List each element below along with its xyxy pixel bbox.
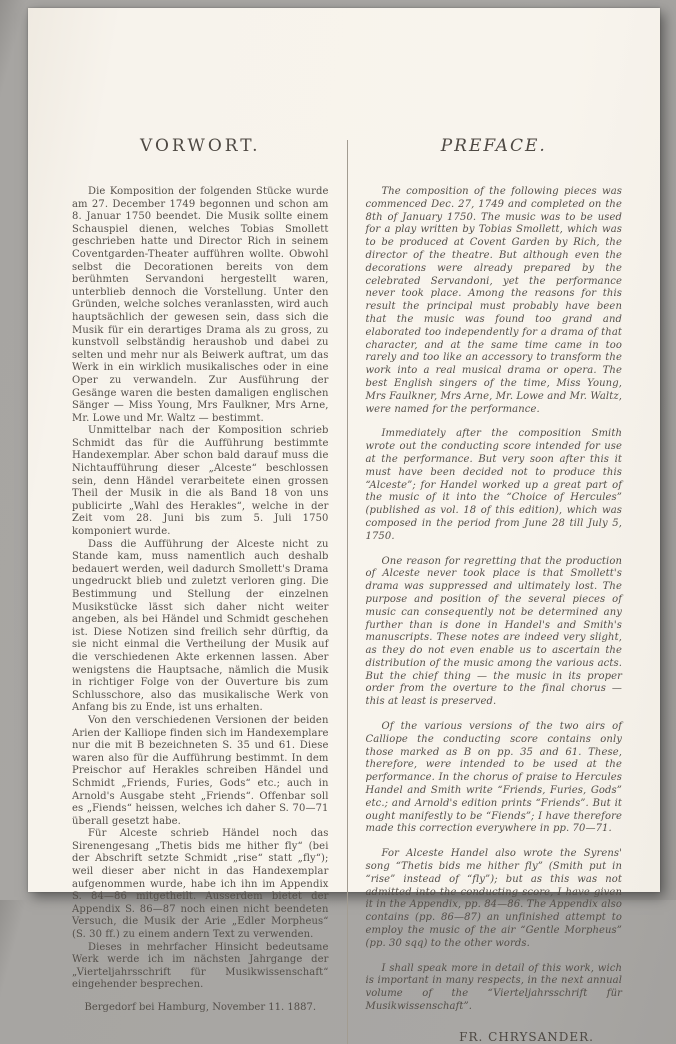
german-dateline: Bergedorf bei Hamburg, November 11. 1887. [84,1002,316,1013]
english-paragraph-4: Of the various versions of the two airs of Calliope the conducting score contains only those marked as B on pp. 35 and 61. These, therefore, were intended to be used at the performance. In the chorus of praise to Hercules Handel and Smith write “Friends, Furies, Gods” etc.; and Arnold's edition prints “Friends”. But it ought manifestly to be “Fiends”; I have therefore made this correction everywhere in pp. 70—71. [365,721,622,835]
book-page [28,8,660,1044]
german-column [72,136,347,1044]
english-paragraph-5: For Alceste Handel also wrote the Syrens' song “Thetis bids me hither fly” (Smith put in “rise” instead of “fly”); but as this was not admitted into the conducting score, I have given it in the Appendix, pp. 84—86. The Appendix also contains (pp. 86—87) an unfinished attempt to employ the music of the air “Gentle Morpheus” (pp. 30 sqq) to the other words. [365,848,622,949]
two-column-layout [72,136,622,1044]
english-column [348,136,623,1044]
vorwort-heading: VORWORT. [140,136,261,156]
preface-heading: PREFACE. [440,136,547,156]
german-paragraph-4: Von den verschiedenen Versionen der beiden Arien der Kalliope finden sich im Handexemplare nur die mit B bezeichneten S. 35 und 61. Diese waren also für die Aufführung bestimmt. In dem Preischor auf Herakles schreiben Händel und Schmidt „Friends, Furies, Gods“ etc.; auch in Arnold's Ausgabe steht „Friends“. Offenbar soll es „Fiends“ heissen, welches ich daher S. 70—71 überall gesetzt habe. [72,714,329,827]
german-paragraph-6: Dieses in mehrfacher Hinsicht bedeutsame Werk werde ich im nächsten Jahrgange der „Vierteljahrsschrift für Musikwissenschaft“ eingehender besprechen. [72,941,329,991]
english-paragraph-3: One reason for regretting that the production of Alceste never took place is that Smollett's drama was suppressed and ultimately lost. The purpose and position of the several pieces of music can consequently not be determined any further than is done in Handel's and Smith's manuscripts. These notes are indeed very slight, as they do not even enable us to ascertain the distribution of the music among the various acts. But the chief thing — the music in its proper order from the overture to the final chorus — this at least is preserved. [365,555,622,708]
english-paragraph-2: Immediately after the composition Smith wrote out the conducting score intended for use at the performance. But very soon after this it must have been decided not to produce this “Alceste”; for Handel worked up a great part of the music of it into the “Choice of Hercules” (published as vol. 18 of this edition), which was composed in the period from June 28 till July 5, 1750. [365,428,622,542]
german-paragraph-1: Die Komposition der folgenden Stücke wurde am 27. December 1749 begonnen und schon am 8. Januar 1750 beendet. Die Musik sollte einem Schauspiel dienen, welches Tobias Smollett geschrieben hatte und Director Rich in seinem Coventgarden-Theater aufführen wollte. Obwohl selbst die Decorationen bereits von dem berühmten Servandoni hergestellt waren, unterblieb dennoch die Vorstellung. Unter den Gründen, welche solches veranlassten, wird auch hauptsächlich der gewesen sein, dass sich die Musik für ein derartiges Drama als zu gross, zu kunstvoll selbständig heraushob und dabei zu selten und mehr nur als Beiwerk auftrat, um das Werk in ein wirklich musikalisches oder in eine Oper zu verwandeln. Zur Ausführung der Gesänge waren die besten damaligen englischen Sänger — Miss Young, Mrs Faulkner, Mrs Arne, Mr. Lowe und Mr. Waltz — bestimmt. [72,186,329,424]
english-paragraph-1: The composition of the following pieces was commenced Dec. 27, 1749 and completed on the 8th of January 1750. The music was to be used for a play written by Tobias Smollett, which was to be produced at Covent Garden by Rich, the director of the theatre. But although even the decorations were already prepared by the celebrated Servandoni, yet the performance never took place. Among the reasons for this result the principal must probably have been that the music was found too grand and elaborated too independently for a drama of that character, and at the same time came in too rarely and too like an accessory to transform the work into a real musical drama or opera. The best English singers of the time, Miss Young, Mrs Faulkner, Mrs Arne, Mr. Lowe and Mr. Waltz, were named for the performance. [365,186,622,415]
author-signature: FR. CHRYSANDER. [459,1029,594,1044]
german-paragraph-3: Dass die Aufführung der Alceste nicht zu Stande kam, muss namentlich auch deshalb bedauert werden, weil dadurch Smollett's Drama ungedruckt blieb und zuletzt verloren ging. Die Bestimmung und Stellung der einzelnen Musikstücke lässt sich daher nicht weiter angeben, als bei Händel und Schmidt geschehen ist. Diese Notizen sind freilich sehr dürftig, da sie nicht einmal die Vertheilung der Musik auf die verschiedenen Akte erkennen lassen. Aber wenigstens die Hauptsache, nämlich die Musik in richtiger Folge von der Ouverture bis zum Schlusschore, also das musikalische Werk von Anfang bis zu Ende, ist uns erhalten. [72,538,329,714]
english-paragraph-6: I shall speak more in detail of this work, wich is important in many respects, in the next annual volume of the “Vierteljahrsschrift für Musikwissenschaft”. [365,962,622,1013]
german-paragraph-2: Unmittelbar nach der Komposition schrieb Schmidt das für die Aufführung bestimmte Handexemplar. Aber schon bald darauf muss die Nichtaufführung dieser „Alceste“ beschlossen sein, denn Händel verarbeitete einen grossen Theil der Musik in die als Band 18 von uns publicirte „Wahl des Herakles“, welche in der Zeit vom 28. Juni bis zum 5. Juli 1750 komponiert wurde. [72,425,329,538]
german-paragraph-5: Für Alceste schrieb Händel noch das Sirenengesang „Thetis bids me hither fly“ (bei der Abschrift setzte Schmidt „rise“ statt „fly“); weil dieser aber nicht in das Handexemplar aufgenommen wurde, habe ich ihn im Appendix S. 84—86 mitgetheilt. Ausserdem bietet der Appendix S. 86—87 noch einen nicht beendeten Versuch, die Musik der Arie „Edler Morpheus“ (S. 30 ff.) zu einem andern Text zu verwenden. [72,828,329,941]
